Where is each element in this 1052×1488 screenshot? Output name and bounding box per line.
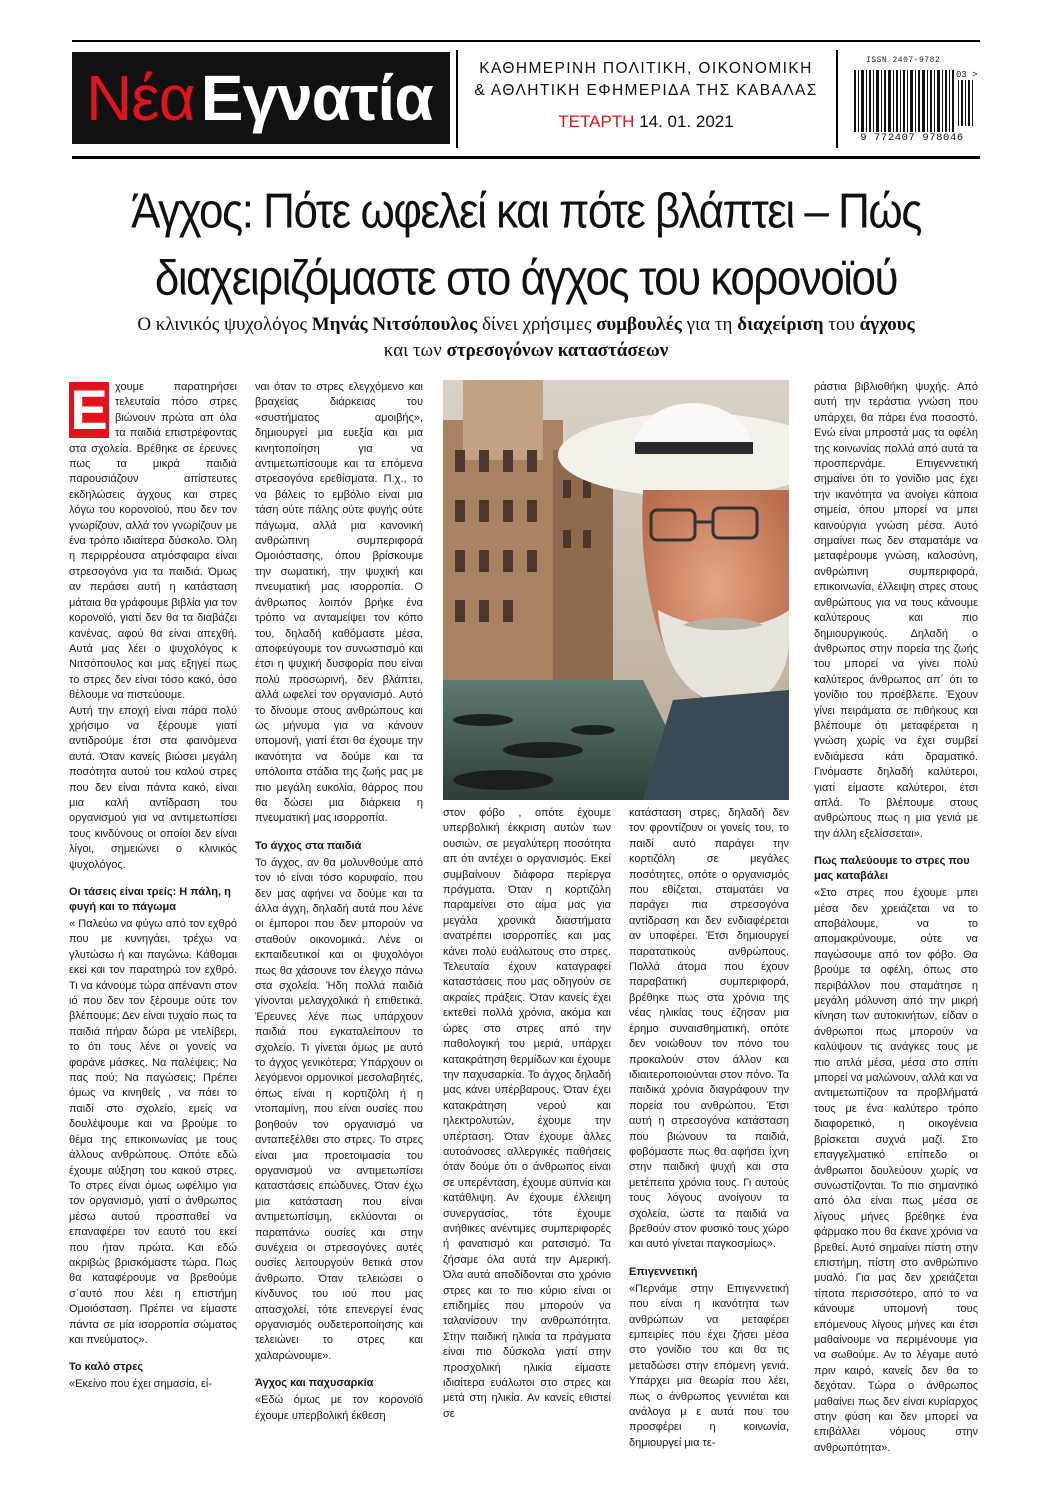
article-column-2 xyxy=(255,380,423,1424)
issue-date-value: 14. 01. 2021 xyxy=(639,112,734,131)
tagline-line1: ΚΑΘΗΜΕΡΙΝΗ ΠΟΛΙΤΙΚΗ, ΟΙΚΟΝΟΜΙΚΗ xyxy=(479,60,813,77)
paragraph: «Στο στρες που έχουμε μπει μέσα δεν χρειάζεται να το αποβάλουμε, να το απομακρύνουμε, ούτε να παγώσουμε από τον φόβο. Θα βρούμε τα οφέλη, όπως στο περιβάλλον που σταμάτησε η μεγάλη μόλυνση από την μικρή κίνηση των αυτοκινήτων, είδαν ο άνθρωποι πως μπορούν να καλύψουν τις ανάγκες τους με πιο απλά μέσα, μέσα στο σπίτι μπορεί να μαλώνουν, αλλά και να αντιμετωπίζουν τα προβλήματά τους με ένα καλύτερο τρόπο διαφορετικό, η οικογένεια βρίσκεται συχνά μαζί. Στο επαγγελματικό επίπεδο οι άνθρωποι δουλεύουν χωρίς να συνωστίζονται. Το πιο σημαντικό από όλα είναι πως μέσα σε λίγους μήνες βρέθηκε ένα φάρμακο που θα έκανε χρόνια να βρεθεί. Αυτό σημαίνει πίστη στην επιστήμη, πίστη στο ανθρώπινο μυαλό. Για μας δεν χρειάζεται τίποτα περισσότερο, από το να κάνουμε υπομονή τους επόμενους λίγους μήνες και έτσι μαθαίνουμε να περιμένουμε για να σωθούμε. Αν το λέγαμε αυτό πριν καιρό, κανείς δεν θα το δεχόταν. Τώρα ο άνθρωπος μαθαίνει πως δεν είναι κυρίαρχος στην φύση και δεν μπορεί να επιβάλλει νόμους στην ανθρωπότητα». xyxy=(814,887,978,1454)
paragraph: « Παλεύω να φύγω από τον εχθρό που με κυνηγάει, τρέχω να γλυτώσω ή και παγώνω. Κάθομαι εκεί και τον παρατηρώ τον εχθρό. Τι να κάνουμε τώρα απέναντι στον ιό που δεν τον ξέρουμε ούτε τον βλέπουμε; Δεν είναι τυχαίο πως τα παιδιά πήραν δώρα με ντελίβερι, το ότι τους λένε οι γονείς να φοράνε μάσκες. Να παλέψεις; Να πας πού; Να παγώσεις; Πρέπει όμως να κινηθείς , να πάει το παιδί στο σχολείο, εμείς να δουλέψουμε και να βρούμε το θέμα της επικοινωνίας με τους άλλους ανθρώπους. Οπότε εδώ έχουμε αύξηση του κακού στρες. Το στρες είναι όμως ωφέλιμο για τον οργανισμό, γιατί ο άνθρωπος μέσω αυτού προσπαθεί να επαναφέρει τον εαυτό του εκεί που ήταν πρώτα. Και εδώ ακριβώς βρισκόμαστε τώρα. Πως θα καταφέρουμε να βρεθούμε σ΄αυτό που λέει η επιστήμη Ομοιόσταση. Πρέπει να είμαστε πάντα σε μία ισορροπία σώματος και πνεύματος». xyxy=(69,918,237,1346)
newspaper-logo[interactable] xyxy=(72,52,450,144)
issue-day: ΤΕΤΑΡΤΗ xyxy=(558,112,635,131)
subhead-bold: στρεσογόνων καταστάσεων xyxy=(446,340,669,361)
subhead-bold: άγχους xyxy=(859,314,915,335)
masthead-divider-right xyxy=(836,50,838,148)
logo-part1: Νέα xyxy=(86,62,195,134)
section-heading: Άγχος και παχυσαρκία xyxy=(255,1377,374,1390)
barcode-number: 9 772407 978046 xyxy=(846,132,978,144)
section-heading: Οι τάσεις είναι τρείς: Η πάλη, η φυγή και το πάγωμα xyxy=(69,886,231,913)
section-heading: Το άγχος στα παιδιά xyxy=(255,839,362,852)
section-heading: Επιγεννετική xyxy=(629,1265,698,1278)
section-heading: Πως παλεύουμε το στρες που μας καταβάλει xyxy=(814,855,970,883)
masthead-divider-left xyxy=(456,50,458,148)
article-photo xyxy=(443,380,789,800)
paragraph: ράστια βιβλιοθήκη ψυχής. Από αυτή την τεράστια γνώση που υπάρχει, θα πάρει ένα ποσοστό. Ενώ είναι μπροστά μας τα οφέλη της κοινωνίας πολλά από αυτά τα προσπερνάμε. Επιγεννετική σημαίνει ότι το γονίδιο μας έχει την ικανότητα να ανοίγει κάποια σημεία, όπου μπορεί να μπει καινούργια γνώση μέσα. Αυτό σημαίνει πως δεν σταματάμε να μεταφέρουμε γνώση, καλοσύνη, ανθρώπινη συμπεριφορά, επικοινωνία, έλλειψη στρες στους ανθρώπους για να τους κάνουμε καλύτερους και πιο δημιουργικούς. Δηλαδή ο άνθρωπος στην πορεία της ζωής του μπορεί να γίνει πολύ καλύτερος άνθρωπος απ΄ ότι το γονίδιο του προέβλεπε. Έχουν γίνει πειράματα σε πιθήκους και βλέπουμε ότι μεταφέρεται η γνώση χωρίς να έχει συμβεί ενδιάμεσα κάτι δραματικό. Γινόμαστε δηλαδή καλύτεροι, γιατί είμαστε καλύτεροι, έτσι απλά. Το βλέπουμε στους ανθρώπους πως η μια γενιά με την άλλη εξελίσσεται». xyxy=(814,381,978,840)
subhead-text: δίνει χρήσιμες xyxy=(477,314,597,335)
subhead-text: Ο κλινικός ψυχολόγος xyxy=(137,314,312,335)
subhead-text: για τη xyxy=(681,314,738,335)
subhead-bold: Μηνάς Νιτσόπουλος xyxy=(311,314,478,335)
barcode-addon: 03 > xyxy=(956,70,978,80)
subhead-bold: συμβουλές xyxy=(596,314,682,335)
paragraph: κατάσταση στρες, δηλαδή δεν τον φροντίζουν οι γονείς του, το παιδί αυτό παράγει την κορτιζόλη σε μεγάλες ποσότητες, οπότε ο οργανισμός που εθίζεται, σταματάει να παράγει πια στρεσογόνα αντίδραση και δεν ενδιαφέρεται αν υποφέρει. Έτσι δημιουργεί παρατατικούς ανθρώπους. Πολλά άτομα που έχουν παραβατική συμπεριφορά, βρέθηκε πως στα χρόνια της νέας ηλικίας τους έζησαν μια έρημο συναισθηματική, οπότε δεν νοιώθουν τον πόνο του προκαλούν στον άλλον και ιδιαιτεροποιούνται στον πόνο. Τα παιδικά χρόνια διαγράφουν την πορεία του ανθρώπου. Έτσι αυτή η στρεσογόνα κατάσταση που βιώνουν τα παιδιά, φοβόμαστε πως θα αφήσει ίχνη στην παιδική ψυχή και στα μετέπειτα χρόνια τους. Γι αυτούς τους λόγους ανοίγουν τα σχολεία, ώστε τα παιδιά να βρεθούν στον φυσικό τους χώρο και αυτό γίνεται παγκοσμίως». xyxy=(629,807,789,1251)
headline-line1: Άγχος: Πότε ωφελεί και πότε βλάπτει – Πώς xyxy=(131,183,921,239)
issn-label: ISSN 2407-9782 xyxy=(866,56,941,65)
issue-date xyxy=(466,112,826,132)
article-column-1 xyxy=(69,380,237,1393)
paragraph: «Περνάμε στην Επιγεννετική που είναι η ικανότητα των ανθρώπων να μεταφέρει εμπειρίες που έχει ζήσει μέσα στο γονίδιο του και θα τις μεταδώσει στην επόμενη γενιά. Υπάρχει μια θεωρία που λέει, πως ο άνθρωπος γεννιέται και ανάλογα μ ε αυτά που του προσφέρει η κοινωνία, δημιουργεί μια τε- xyxy=(629,1282,789,1449)
subhead-text: και των xyxy=(383,340,447,361)
paragraph: χουμε παρατηρήσει τελευταία πόσο στρες βιώνουν πρώτα απ όλα τα παιδιά επιστρέφοντας στα σχολεία. Βρέθηκε σε έρευνες πως τα μικρά παιδιά παρουσιάζουν απίστευτες εκδηλώσεις άγχους και στρες λόγω του κορονοϊού, που δεν τον γνωρίζουν, αλλά τον γνωρίζουν με ένα τρόπο ιδιαίτερα δύσκολο. Όλη η περιρρέουσα ατμόσφαιρα είναι στρεσογόνα για τα παιδιά. Όμως αν περάσει αυτή η κατάσταση μάταια θα γράφουμε βιβλία για τον κορονοϊό, γιατί δεν θα τα διαβάζει κανένας, αφού θα είναι απεχθή. Αυτά μας λέει ο ψυχολόγος κ Νιτσόπουλος και μας εξηγεί πως το στρες δεν είναι τόσο κακό, όσο θέλουμε να πιστεύουμε. xyxy=(69,381,237,702)
article-column-5 xyxy=(814,380,978,1456)
article-column-3 xyxy=(443,806,611,1422)
article-subhead xyxy=(70,312,982,364)
drop-cap: Ε xyxy=(70,378,108,441)
paragraph: ναι όταν το στρες ελεγχόμενο και βραχείας διάρκειας του «συστήματος αμοιβής», δημιουργεί μια ευεξία και μια κινητοποίηση για να αντιμετωπίσουμε και τα επόμενα στρεσογόνα ερεθίσματα. Π.χ., το να βάλεις το εμβόλιο είναι μια τάση ούτε πάλης ούτε φυγής ούτε πάγωμα, αλλά μια κανονική ανθρώπινη συμπεριφορά Ομοιόστασης, όπου βρίσκουμε την σωματική, την ψυχική και πνευματική μας ισορροπία. Ο άνθρωπος λοιπόν βρήκε ένα τρόπο να ανταμείψει τον κόπο του, δηλαδή καθόμαστε μέσα, αποφεύγουμε τον συνωστισμό και έτσι η ψυχική δυσφορία που είναι πολύ προσωρινή, δεν βλάπτει, αλλά ωφελεί τον οργανισμό. Αυτό το δίνουμε στους ανθρώπους και ως μήνυμα για να κάνουν υπομονή, γιατί έτσι θα έχουμε την ικανότητα να δούμε και τα υπόλοιπα στάδια της ζωής μας με πιο μεγάλη ευκολία, θάρρος που θα δώσει μια διάρκεια η πνευματική μας ισορροπία. xyxy=(255,381,423,825)
article-column-4 xyxy=(629,806,789,1451)
paragraph: Το άγχος, αν θα μολυνθούμε από τον ιό είναι τόσο κορυφαίο, που δεν μας αφήνει να δούμε και τα άλλα άγχη, δηλαδή αυτά που λένε οι έμποροι που δεν μπορούν να σταθούν οικονομικά. Λένε οι εκπαιδευτικοί και οι ψυχολόγοι πως θα χάσουνε τον έλεγχο πάνω στα σχολεία. Ήδη πολλά παιδιά γίνονται μελαγχολικά ή επιθετικά. Έρευνες λένε πως υπάρχουν παιδιά που εγκαταλείπουν το σχολείο. Τι γίνεται όμως με αυτό το άγχος γενικότερα; Υπάρχουν οι λεγόμενοι ορμονικοί μεσολαβητές, όπως είναι η κορτιζόλη ή η ντοπαμίνη, που είναι ουσίες που βοηθούν τον οργανισμό να ανταπεξέλθει στο στρες. Το στρες είναι μια προετοιμασία του οργανισμού να αντιμετωπίσει καταστάσεις επώδυνες. Όταν έχω μια κατάσταση που είναι αντιμετωπίσιμη, εκλύονται οι παραπάνω ουσίες και στην συνέχεια οι στρεσογόνες αυτές ουσίες λειτουργούν θετικά στον άνθρωπο. Όταν τελειώσει ο κίνδυνος του ιού που μας απασχολεί, τότε επενεργεί ένας οργανισμός ουδετεροποίησης και τελειώνει το στρες και χαλαρώνουμε». xyxy=(255,856,423,1362)
subhead-text: του xyxy=(823,314,860,335)
logo-part2: Εγνατία xyxy=(200,62,433,134)
paragraph: Αυτή την εποχή είναι πάρα πολύ χρήσιμο να ξέρουμε γιατί αντιδρούμε έτσι στα φαινόμενα αυτά. Όταν κανείς βιώσει μεγάλη ποσότητα αυτού του καλού στρες που δεν είναι πάντα κακό, είναι μια καλή αντίδραση του οργανισμού για να αντιμετωπίσει τους κινδύνους οι οποίοι δεν είναι λίγοι, σημειώνει ο κλινικός ψυχολόγος. xyxy=(69,704,237,871)
subhead-bold: διαχείριση xyxy=(737,314,824,335)
paragraph: «Εκείνο που έχει σημασία, εί- xyxy=(69,1378,212,1391)
masthead-tagline xyxy=(466,58,826,102)
tagline-line2: & ΑΘΛΗΤΙΚΗ ΕΦΗΜΕΡΙΔΑ ΤΗΣ ΚΑΒΑΛΑΣ xyxy=(474,82,818,99)
headline-line2: διαχειριζόμαστε στο άγχος του κορονοϊού xyxy=(154,250,898,306)
article-headline xyxy=(60,178,992,312)
paragraph: «Εδώ όμως με τον κορονοϊό έχουμε υπερβολική έκθεση xyxy=(255,1394,423,1422)
top-rule xyxy=(72,40,980,42)
section-heading: Το καλό στρες xyxy=(69,1361,144,1374)
paragraph: στον φόβο , οπότε έχουμε υπερβολική έκκριση αυτών των ουσιών, σε μεγαλύτερη ποσότητα απ ότι αντέχει ο οργανισμός. Εκεί συμβαίνουν διάφορα περίεργα πράγματα. Όταν η κορτιζόλη παραμείνει στο αίμα μας για μεγάλα χρονικά διαστήματα ανατρέπει ισορροπίες και μας κάνει πολύ ευάλωτους στο στρες. Τελευταία έχουν καταγραφεί καταστάσεις που μας οδηγούν σε ακραίες πράξεις. Όταν κανείς έχει εκτεθεί πολλά χρόνια, ακόμα και ώρες στο στρες από την παθολογική του μεριά, υπάρχει κατακράτηση θερμίδων και έχουμε την παχυσαρκία. Το άγχος δηλαδή μας κάνει υπέρβαρους. Όταν έχει κατακράτηση νερού και ηλεκτρολυτών, έχουμε την υπέρταση. Όταν έχουμε άλλες αυτοάνοσες αλλεργικές παθήσεις όταν δούμε ότι ο άνθρωπος είναι σε υπερένταση, έχουμε αϋπνία και κατάθλιψη. Αν έχουμε έλλειψη συνεργασίας, τότε έχουμε ανήθικες ανέντιμες συμπεριφορές ή φανατισμό και ρατσισμό. Τα ζήσαμε όλα αυτά την Αμερική. Όλα αυτά αποδίδονται στο χρόνιο στρες και το πιο κύριο είναι οι επιδημίες που μπορούν να ταλανίσουν την ανθρωπότητα. Στην παιδική ηλικία τα πράγματα είναι πιο δύσκολα γιατί στην προσχολική ηλικία είμαστε ιδιαίτερα ευάλωτοι στο στρες και μετά στη ηλικία. Αν κανείς εθιστεί σε xyxy=(443,807,611,1420)
masthead-rule xyxy=(72,156,980,159)
